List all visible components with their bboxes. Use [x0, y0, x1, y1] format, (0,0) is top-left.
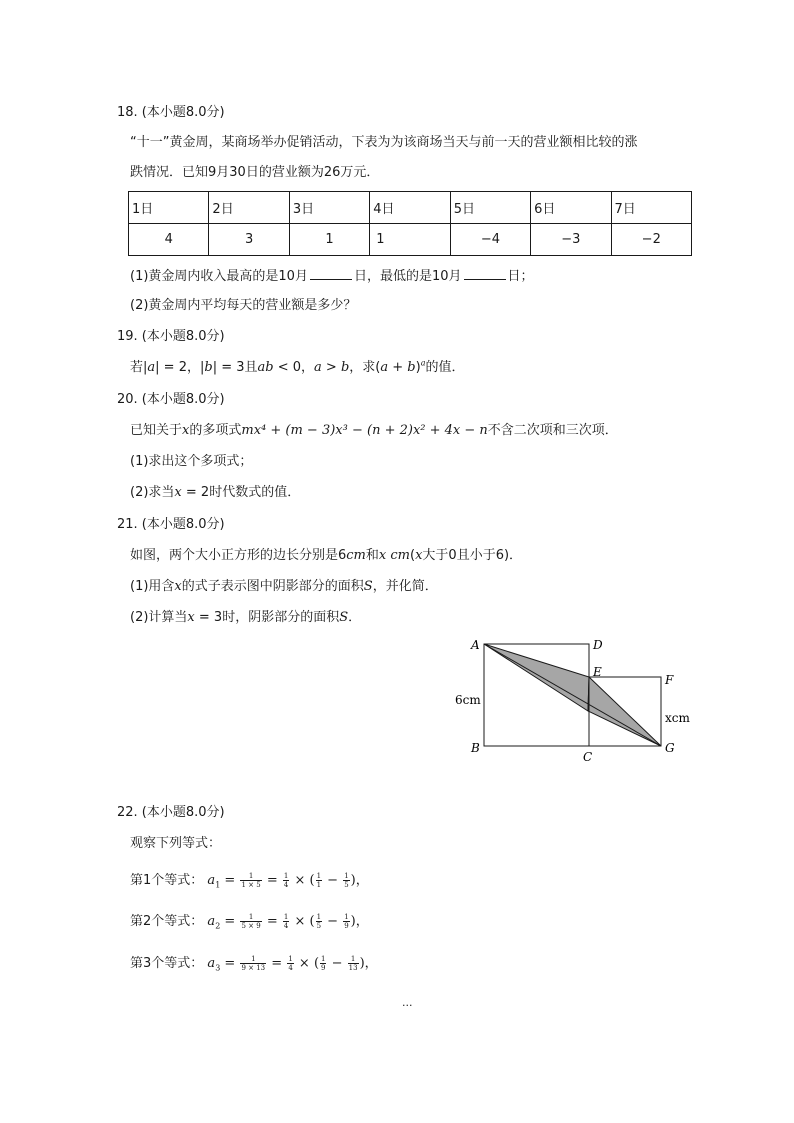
q20-header: 20. (本小题8.0分)	[117, 392, 225, 407]
text: = 2时代数式的值．	[181, 485, 301, 500]
denominator: 4	[288, 964, 293, 972]
text: | = 2，|	[155, 360, 205, 375]
label-c: C	[583, 750, 593, 764]
numerator: 1	[283, 913, 289, 921]
numerator: 1	[240, 955, 266, 964]
text: (1)用含	[130, 579, 175, 594]
var: b	[204, 360, 213, 375]
var: x	[174, 579, 182, 594]
text: 的值．	[425, 360, 465, 375]
q20-problem	[130, 422, 618, 440]
equation-body: $a_1$ = $\frac{1}{1 \times 5}$ = $\frac{1}{4}$ × ( $\frac{1}{1}$ − $\frac{1}{5}$ )，	[207, 872, 369, 890]
numerator: 1	[316, 872, 322, 880]
subscript: 3	[215, 963, 221, 973]
fraction	[316, 872, 322, 889]
denominator: 5	[316, 922, 322, 930]
var: x	[187, 610, 195, 625]
numerator: 1	[321, 955, 326, 963]
var: a	[147, 360, 156, 375]
var: a	[314, 360, 322, 375]
numerator: 1	[240, 872, 261, 881]
fraction	[283, 913, 289, 930]
q19-problem	[130, 359, 465, 377]
numerator: 1	[344, 872, 349, 880]
table-header-cell: 1日	[129, 192, 209, 224]
table-header-cell: 4日	[370, 192, 450, 224]
table-header-cell: 7日	[611, 192, 691, 224]
equation-label: 第1个等式：	[130, 873, 204, 888]
fraction	[320, 955, 326, 972]
var: x	[415, 548, 423, 563]
q18-intro-line1: “十一”黄金周，某商场举办促销活动，下表为为该商场当天与前一天的营业额相比较的涨	[130, 135, 638, 150]
answer-blank[interactable]	[464, 266, 506, 280]
text: ，并化简．	[372, 579, 438, 594]
segment-ag	[484, 644, 661, 746]
equation-label: 第3个等式：	[130, 956, 204, 971]
denominator: 9 × 13	[241, 964, 266, 972]
q22-header: 22. (本小题8.0分)	[117, 805, 225, 820]
table-cell: 4	[129, 224, 209, 256]
denominator: 4	[283, 881, 289, 889]
fraction	[316, 913, 322, 930]
q18-part2: (2)黄金周内平均每天的营业额是多少？	[130, 298, 357, 313]
denominator: 4	[283, 922, 289, 930]
label-f: F	[665, 673, 674, 687]
answer-blank[interactable]	[310, 266, 352, 280]
q22-equation-2	[130, 913, 369, 931]
q18-sales-table	[128, 191, 692, 256]
denominator: 9	[344, 922, 349, 930]
text: 大于0且小于6)．	[422, 548, 523, 563]
text: 已知关于	[130, 423, 183, 438]
var: b	[340, 360, 350, 375]
q21-header: 21. (本小题8.0分)	[117, 517, 225, 532]
var: b	[407, 360, 416, 375]
text: ．	[348, 610, 362, 625]
label-a: A	[471, 638, 480, 652]
fraction	[240, 955, 266, 972]
text: (	[410, 548, 416, 563]
q20-part1: (1)求出这个多项式；	[130, 454, 253, 469]
text: +	[388, 360, 408, 375]
table-cell: −3	[531, 224, 611, 256]
text: 如图，两个大小正方形的边长分别是6	[130, 548, 347, 563]
numerator: 1	[288, 955, 293, 963]
table-cell: −2	[611, 224, 691, 256]
q21-figure	[450, 632, 700, 772]
denominator: 1 × 5	[241, 881, 261, 889]
denominator: 1	[316, 881, 322, 889]
var: x	[378, 548, 387, 563]
table-cell: 1	[289, 224, 369, 256]
subscript: 1	[215, 880, 221, 890]
q21-part2	[130, 609, 361, 627]
unit: cm	[346, 548, 366, 563]
fraction	[348, 955, 359, 972]
var: S	[363, 579, 373, 594]
denominator: 9	[321, 964, 326, 972]
denominator: 13	[348, 964, 358, 972]
text: >	[321, 360, 341, 375]
table-header-cell: 5日	[450, 192, 530, 224]
numerator: 1	[344, 913, 349, 921]
text: 的式子表示图中阴影部分的面积	[181, 579, 364, 594]
label-e: E	[593, 665, 602, 679]
var: S	[339, 610, 349, 625]
table-header-cell: 3日	[289, 192, 369, 224]
text: 若|	[130, 360, 148, 375]
text: )	[415, 360, 421, 375]
label-b: B	[471, 741, 480, 755]
denominator: 5	[344, 881, 349, 889]
q18-intro-line2: 跌情况．已知9月30日的营业额为26万元．	[130, 165, 380, 180]
exponent: a	[420, 358, 426, 368]
q19-header: 19. (本小题8.0分)	[117, 329, 225, 344]
equation-body: $a_3$ = $\frac{1}{9 \times 13}$ = $\frac{1}{4}$ × ( $\frac{1}{9}$ − $\frac{1}{13}$ )，	[207, 955, 378, 973]
numerator: 1	[348, 955, 359, 964]
q18-part1	[130, 266, 534, 286]
q18-header: 18. (本小题8.0分)	[117, 105, 225, 120]
q21-intro	[130, 547, 522, 565]
q18-part1-text-a: (1)黄金周内收入最高的是10月	[130, 269, 308, 284]
equation-body: $a_2$ = $\frac{1}{5 \times 9}$ = $\frac{1}{4}$ × ( $\frac{1}{5}$ − $\frac{1}{9}$ )，	[207, 913, 369, 931]
text: | = 3且	[212, 360, 258, 375]
fraction	[283, 872, 289, 889]
text: 的多项式	[189, 423, 242, 438]
q22-equation-1	[130, 872, 369, 890]
text: ，求(	[349, 360, 381, 375]
fraction	[343, 872, 349, 889]
text: 和	[365, 548, 379, 563]
text: (2)求当	[130, 485, 175, 500]
var: ab	[257, 360, 274, 375]
fraction	[287, 955, 293, 972]
polynomial: mx⁴ + (m − 3)x³ − (n + 2)x² + 4x − n	[241, 423, 488, 438]
table-cell: 1	[370, 224, 450, 256]
fraction	[240, 913, 261, 930]
var: a	[380, 360, 389, 375]
q18-part1-text-c: 日；	[507, 269, 534, 284]
text: 不含二次项和三次项．	[487, 423, 618, 438]
table-header-cell: 2日	[209, 192, 289, 224]
label-xcm: xcm	[665, 711, 690, 725]
subscript: 2	[215, 921, 221, 931]
q21-part1	[130, 578, 438, 596]
table-value-row	[129, 224, 692, 256]
numerator: 1	[283, 872, 289, 880]
fraction	[343, 913, 349, 930]
shaded-region	[484, 644, 589, 711]
var: x	[182, 423, 190, 438]
label-6cm: 6cm	[455, 693, 481, 707]
label-d: D	[593, 638, 603, 652]
shaded-region	[588, 677, 661, 746]
text: (2)计算当	[130, 610, 188, 625]
denominator: 5 × 9	[241, 922, 261, 930]
table-header-row	[129, 192, 692, 224]
numerator: 1	[240, 913, 261, 922]
q20-part2	[130, 484, 300, 502]
var: x	[174, 485, 182, 500]
table-cell: 3	[209, 224, 289, 256]
label-g: G	[665, 741, 675, 755]
text: < 0，	[273, 360, 315, 375]
equation-label: 第2个等式：	[130, 914, 204, 929]
table-cell: −4	[450, 224, 530, 256]
table-header-cell: 6日	[531, 192, 611, 224]
q22-intro: 观察下列等式：	[130, 836, 222, 851]
text: = 3时，阴影部分的面积	[194, 610, 340, 625]
numerator: 1	[316, 913, 322, 921]
q22-equation-3	[130, 955, 378, 973]
fraction	[240, 872, 261, 889]
q18-part1-text-b: 日，最低的是10月	[353, 269, 462, 284]
ellipsis: ...	[402, 996, 413, 1009]
unit: cm	[386, 548, 410, 563]
